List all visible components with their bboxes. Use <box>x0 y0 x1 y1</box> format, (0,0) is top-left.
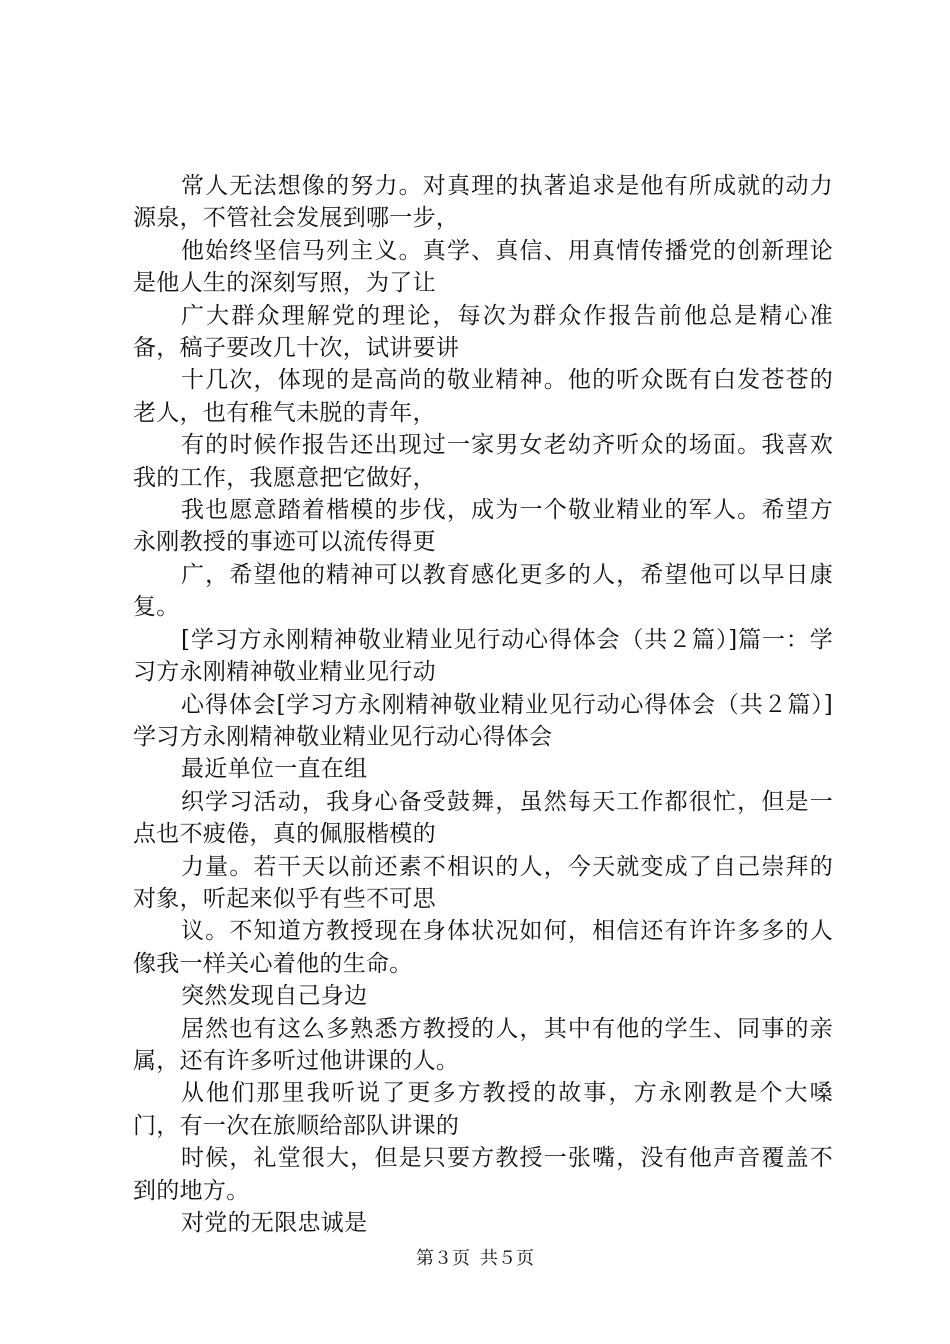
paragraph: 广，希望他的精神可以教育感化更多的人，希望他可以早日康复。 <box>133 561 833 621</box>
paragraph: [学习方永刚精神敬业精业见行动心得体会（共２篇）]篇一：学习方永刚精神敬业精业见行动 <box>133 626 833 686</box>
paragraph: 常人无法想像的努力。对真理的执著追求是他有所成就的动力源泉，不管社会发展到哪一步， <box>133 173 833 232</box>
paragraph: 有的时候作报告还出现过一家男女老幼齐听众的场面。我喜欢我的工作，我愿意把它做好， <box>133 432 833 491</box>
paragraph: 我也愿意踏着楷模的步伐，成为一个敬业精业的军人。希望方永刚教授的事迹可以流传得更 <box>133 497 833 556</box>
paragraph: 织学习活动，我身心备受鼓舞，虽然每天工作都很忙，但是一点也不疲倦，真的佩服楷模的 <box>133 788 833 848</box>
page-total: 共５页 <box>480 1248 534 1269</box>
paragraph: 议。不知道方教授现在身体状况如何，相信还有许许多多的人像我一样关心着他的生命。 <box>133 918 833 977</box>
page-footer <box>0 1244 950 1270</box>
paragraph: 突然发现自己身边 <box>181 983 368 1010</box>
paragraph: 心得体会[学习方永刚精神敬业精业见行动心得体会（共２篇）]学习方永刚精神敬业精业见行动心得体会 <box>133 691 833 750</box>
paragraph: 对党的无限忠诚是 <box>181 1210 368 1236</box>
paragraph: 从他们那里我听说了更多方教授的故事，方永刚教是个大嗓门，有一次在旅顺给部队讲课的 <box>133 1080 833 1139</box>
paragraph: 居然也有这么多熟悉方教授的人，其中有他的学生、同事的亲属，还有许多听过他讲课的人。 <box>133 1015 833 1074</box>
paragraph: 力量。若干天以前还素不相识的人，今天就变成了自己崇拜的对象，听起来似乎有些不可思 <box>133 853 833 912</box>
document-body <box>133 170 833 1239</box>
paragraph: 时候，礼堂很大，但是只要方教授一张嘴，没有他声音覆盖不到的地方。 <box>133 1145 833 1204</box>
paragraph: 十几次，体现的是高尚的敬业精神。他的听众既有白发苍苍的老人，也有稚气未脱的青年， <box>133 367 833 426</box>
paragraph: 广大群众理解党的理论，每次为群众作报告前他总是精心准备，稿子要改几十次，试讲要讲 <box>133 302 833 362</box>
paragraph: 他始终坚信马列主义。真学、真信、用真情传播党的创新理论是他人生的深刻写照，为了让 <box>133 237 833 297</box>
paragraph: 最近单位一直在组 <box>181 756 368 783</box>
page-number: 第３页 <box>416 1248 470 1269</box>
